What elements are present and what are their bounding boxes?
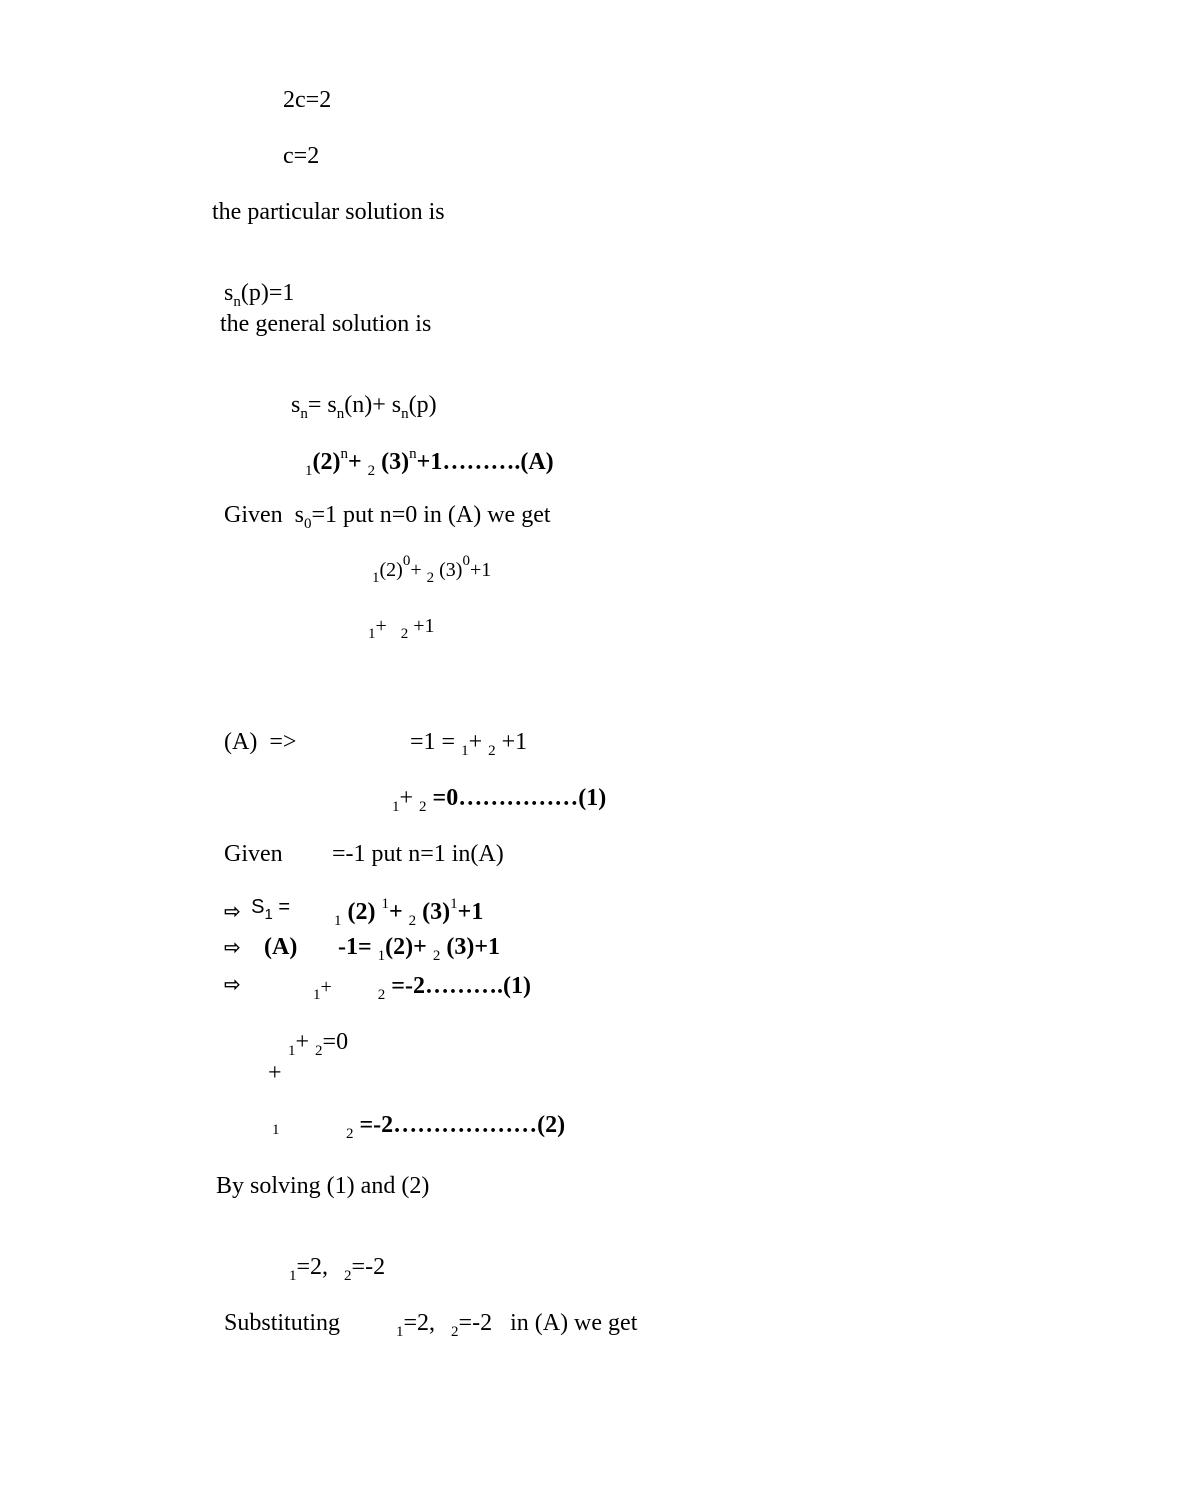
- subscript-2: 2: [426, 570, 435, 586]
- eq-part: +1……….(A): [416, 449, 554, 475]
- eq-part: +1: [469, 559, 492, 581]
- equation-1: [380, 762, 607, 815]
- eq-part: =0……………(1): [426, 785, 607, 811]
- subscript-1: 1: [288, 1043, 296, 1059]
- implies-line-A-rhs: [398, 706, 528, 759]
- var-s: s: [224, 280, 234, 306]
- subscript-1: 1: [392, 799, 400, 815]
- subscript-1: 1: [272, 1122, 280, 1138]
- subscript-1: 1: [264, 906, 273, 923]
- superscript-n: n: [409, 446, 417, 462]
- eq-part: (3): [375, 449, 410, 475]
- eq-part: =2,: [403, 1310, 442, 1336]
- eq-part: =-2: [351, 1254, 386, 1280]
- eq-part: +: [399, 785, 420, 811]
- arrow-icon: ⇨: [224, 972, 241, 996]
- eq-part: +: [468, 729, 489, 755]
- eq-part: +: [388, 899, 409, 925]
- subscript-2: 2: [432, 948, 441, 964]
- subscript-1: 1: [305, 463, 313, 479]
- eq-part: =1 =: [410, 729, 462, 755]
- given-s0-line: [212, 479, 551, 532]
- arrow-icon: ⇨: [224, 935, 241, 959]
- eq-part: (2): [379, 559, 403, 581]
- eq-part: =-2 in (A) we get: [458, 1310, 638, 1336]
- eq-part: =0: [322, 1029, 349, 1055]
- superscript-1: 1: [450, 896, 458, 912]
- eq-part: (A): [264, 934, 298, 960]
- eq-part: Substituting: [224, 1310, 341, 1336]
- simplified-n0: [358, 596, 435, 642]
- eq-part: (n)+ s: [344, 392, 402, 418]
- solving-heading: By solving (1) and (2): [216, 1173, 430, 1199]
- subscript-2: 2: [344, 1268, 352, 1284]
- eq-part: (p): [408, 392, 437, 418]
- equation-rest: (p)=1: [240, 280, 295, 306]
- general-solution-heading: the general solution is: [220, 311, 432, 337]
- superscript-0: 0: [402, 553, 411, 569]
- var-s: s: [291, 392, 301, 418]
- equation-c-equals-2: c=2: [283, 143, 320, 169]
- subscript-2: 2: [315, 1043, 323, 1059]
- eq-part: Given: [224, 841, 283, 867]
- eq-part: Given s: [224, 502, 304, 528]
- subscript-1: 1: [289, 1268, 297, 1284]
- general-solution-equation: [279, 369, 437, 422]
- arrow-icon: ⇨: [224, 899, 241, 923]
- subscript-1: 1: [461, 743, 469, 759]
- equation-2: [334, 1089, 566, 1142]
- eq-part: +1: [457, 899, 484, 925]
- eq-part: (A) =>: [224, 729, 297, 755]
- subscript-2: 2: [488, 743, 496, 759]
- eq-part: (2): [341, 899, 382, 925]
- particular-solution-heading: the particular solution is: [212, 199, 445, 225]
- superscript-n: n: [340, 446, 348, 462]
- subscript-1: 1: [313, 987, 321, 1003]
- subscript-2: 2: [367, 463, 376, 479]
- solution-values: [277, 1231, 386, 1284]
- given-s1-line-rhs: [320, 818, 504, 866]
- subscript-2: 2: [419, 799, 427, 815]
- particular-solution-equation: [212, 257, 295, 310]
- system-eq-1: [276, 1006, 349, 1059]
- eq-part: =2,: [296, 1254, 335, 1280]
- superscript-1: 1: [381, 896, 389, 912]
- subscript-n: n: [300, 406, 308, 422]
- system-eq-2-sub1: [260, 1085, 280, 1138]
- eq-part: =-1 put n=1 in(A): [332, 841, 504, 867]
- subscript-n: n: [401, 406, 409, 422]
- eq-part: +: [295, 1029, 316, 1055]
- eq-part: (2)+: [385, 934, 433, 960]
- eq-part: =-2……….(1): [385, 973, 531, 999]
- var-S: S: [251, 896, 265, 918]
- eq-part: +1: [408, 615, 435, 637]
- equation-1-second: [301, 950, 531, 1003]
- subscript-n: n: [233, 294, 241, 310]
- system-eq-2-plus: +: [268, 1060, 282, 1086]
- substitution-n0: [362, 540, 492, 586]
- eq-part: = s: [307, 392, 337, 418]
- eq-part: +: [375, 615, 387, 637]
- eq-part: +: [410, 559, 427, 581]
- a-label: [252, 911, 297, 959]
- eq-part: =: [272, 896, 291, 918]
- eq-part: (2): [312, 449, 341, 475]
- subscript-n: n: [336, 406, 345, 422]
- eq-part: =-2………………(2): [353, 1112, 566, 1138]
- eq-part: (3): [416, 899, 451, 925]
- implies-line-A: [212, 706, 296, 754]
- subscript-1: 1: [377, 948, 386, 964]
- eq-part: +: [347, 449, 368, 475]
- subscript-1: 1: [372, 570, 380, 586]
- given-s1-line: [212, 818, 283, 866]
- eq-part: +1: [495, 729, 528, 755]
- subscript-0: 0: [304, 516, 312, 532]
- eq-part: (3): [434, 559, 463, 581]
- superscript-0: 0: [462, 553, 470, 569]
- subscript-1: 1: [334, 913, 342, 929]
- eq-part: -1=: [338, 934, 378, 960]
- eq-part: +: [320, 976, 332, 998]
- equation-A: [293, 426, 554, 479]
- subscript-1: 1: [368, 626, 376, 642]
- subscript-2: 2: [346, 1126, 354, 1142]
- substituting-line-rhs: [384, 1287, 638, 1340]
- subscript-1: 1: [396, 1324, 404, 1340]
- subscript-2: 2: [451, 1324, 459, 1340]
- equation-2c-equals-2: 2c=2: [283, 87, 332, 113]
- eq-part: (3)+1: [440, 934, 501, 960]
- subscript-2: 2: [377, 987, 386, 1003]
- subscript-2: 2: [408, 913, 417, 929]
- substituting-line: [212, 1287, 340, 1335]
- eq-part: =1 put n=0 in (A) we get: [311, 502, 551, 528]
- subscript-2: 2: [400, 626, 409, 642]
